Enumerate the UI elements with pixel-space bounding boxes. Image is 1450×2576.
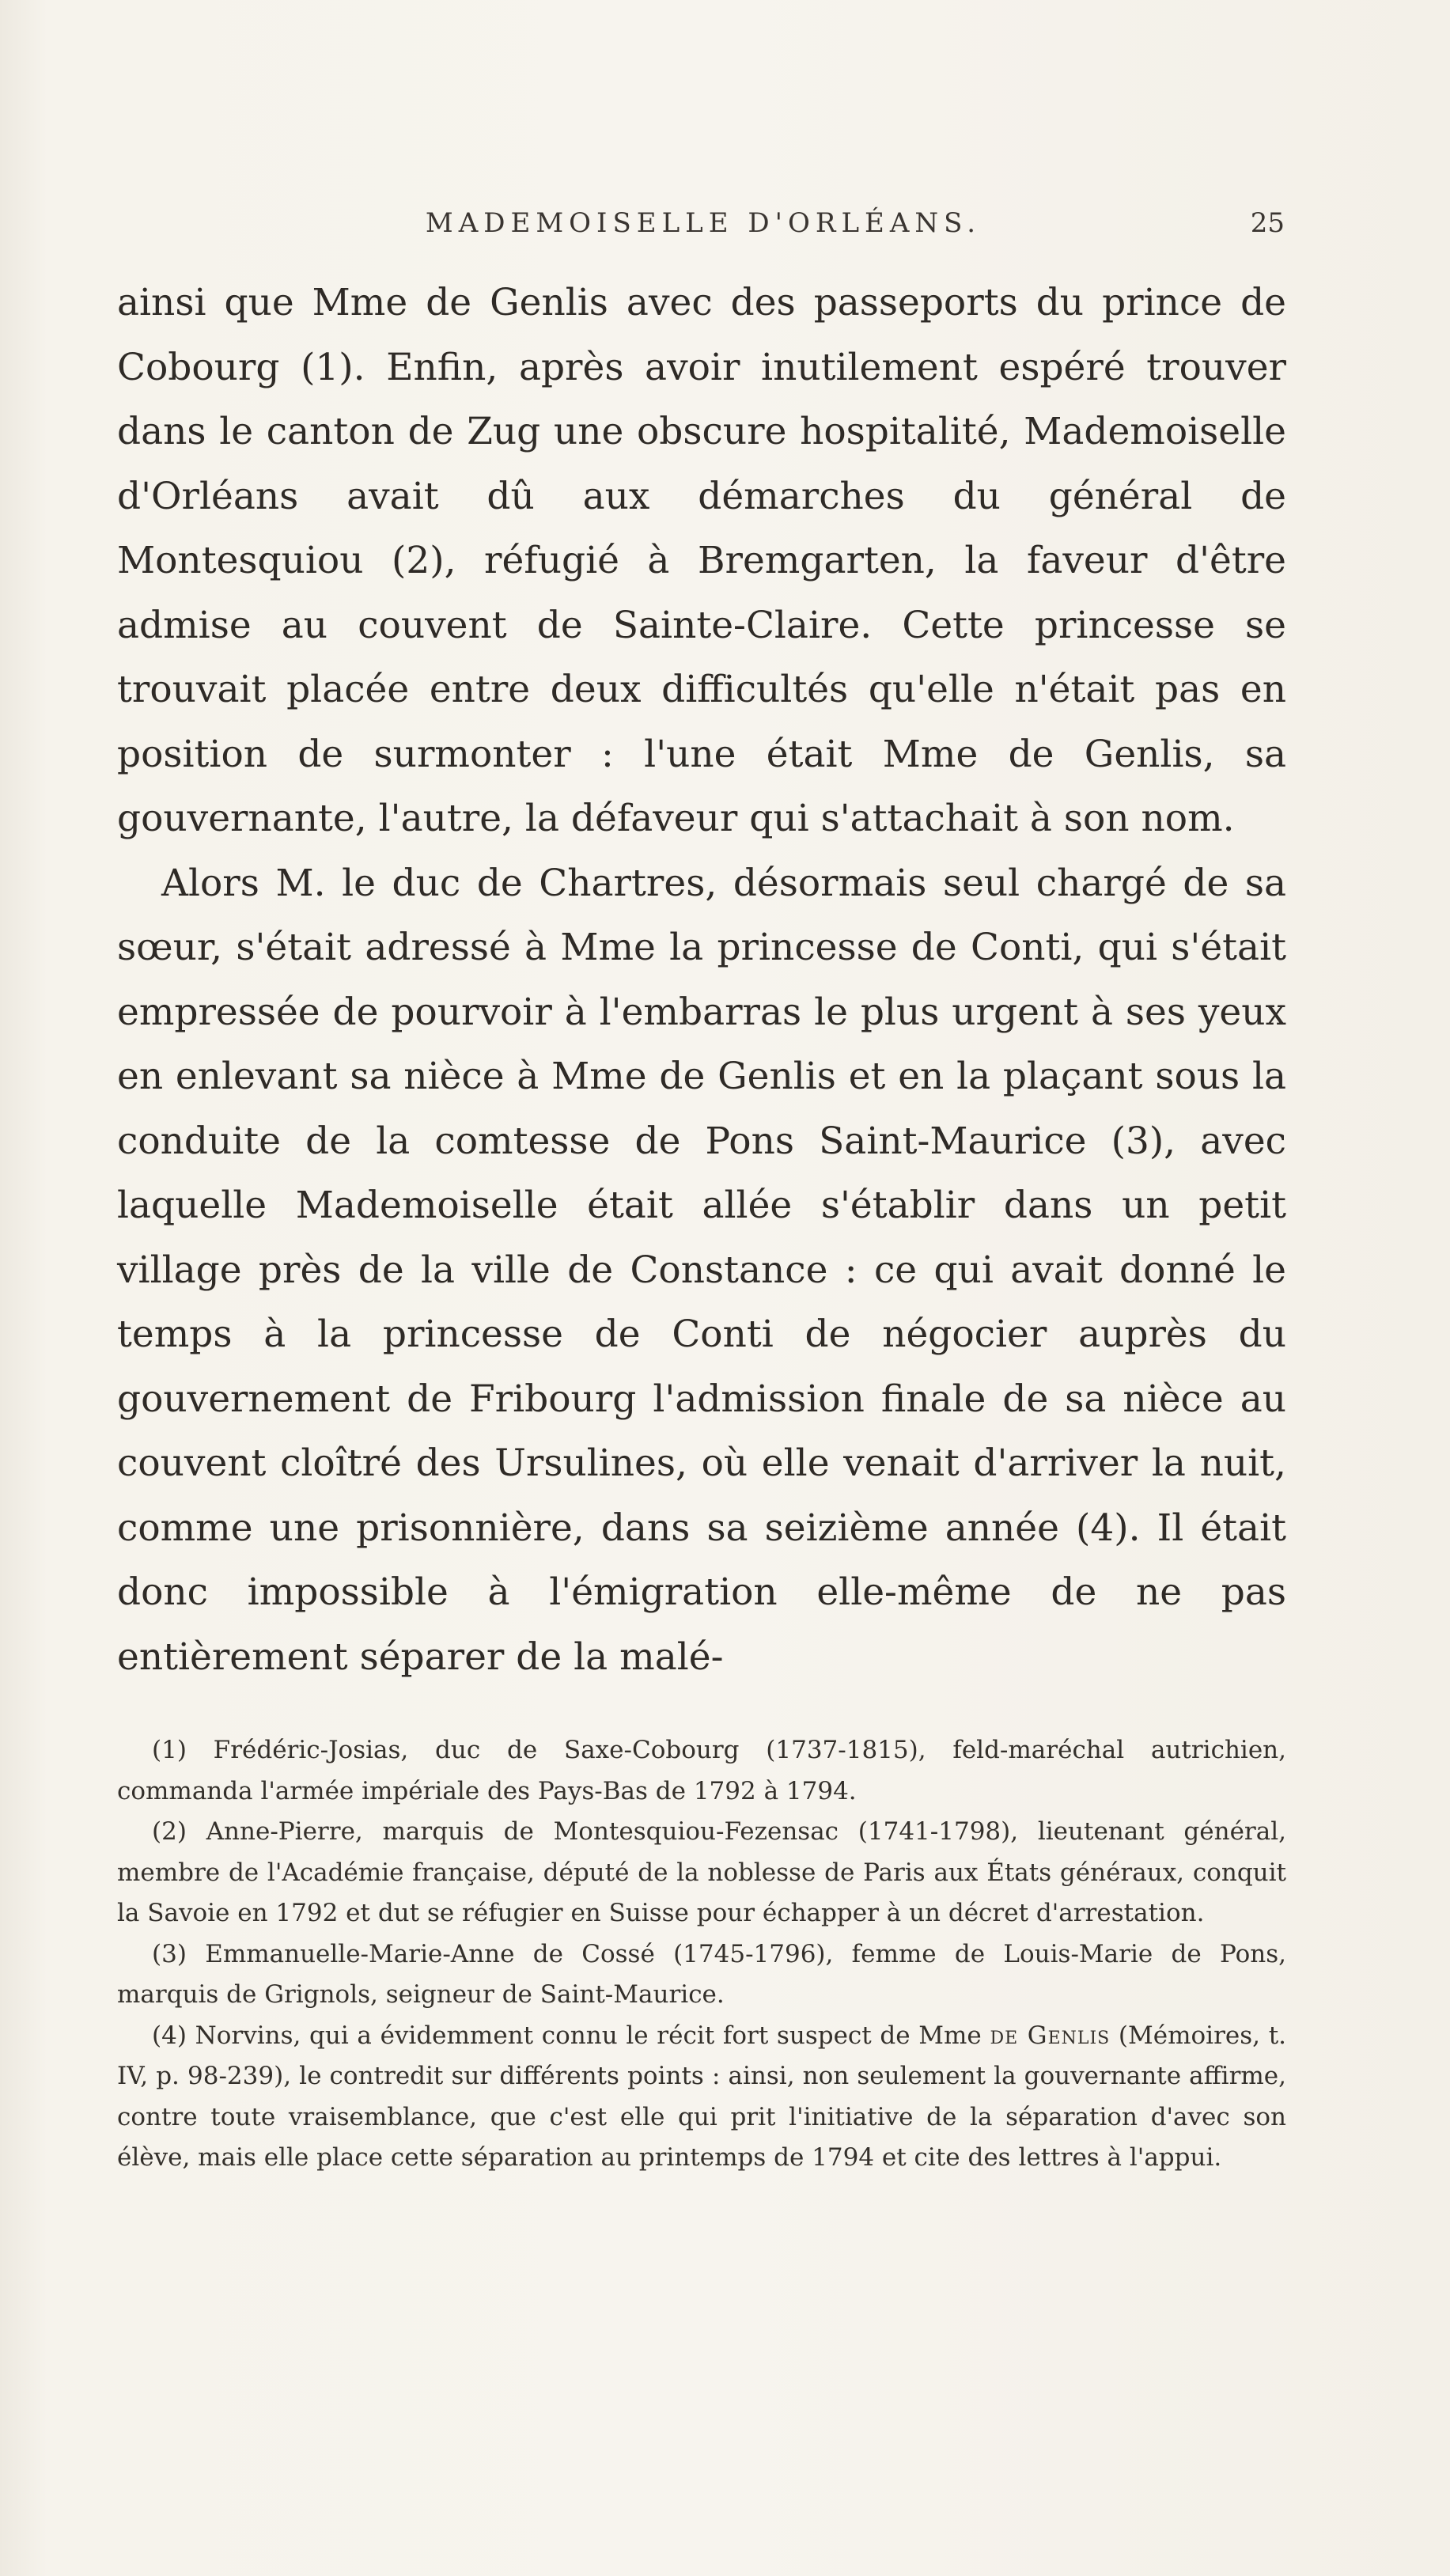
paragraph-1: ainsi que Mme de Genlis avec des passeports du prince de Cobourg (1). Enfin, après avoir inutilement espéré trouver dans le canton de Zug une obscure hospitalité, Mademoiselle d'Orléans avait dû aux démarches du général de Montesquiou (2), réfugié à Bremgarten, la faveur d'être admise au couvent de Sainte-Claire. Cette princesse se trouvait placée entre deux difficultés qu'elle n'était pas en position de surmonter : l'une était Mme de Genlis, sa gouvernante, l'autre, la défaveur qui s'attachait à son nom. <box>117 281 1286 840</box>
footnote-4-rest: (Mémoires, t. IV, p. 98-239), le contredit sur différents points : ainsi, non seulement la gouvernante affirme, contre toute vraisemblance, que c'est elle qui prit l'initiative de la séparation d'avec son élève, mais elle place cette séparation au printemps de 1794 et cite des lettres à l'appui. <box>117 2021 1287 2172</box>
footnote-4 <box>117 2016 1286 2179</box>
footnotes <box>117 1730 1286 2179</box>
running-title: MADEMOISELLE D'ORLÉANS. <box>425 207 982 239</box>
paragraph-2: Alors M. le duc de Chartres, désormais seul chargé de sa sœur, s'était adressé à Mme la princesse de Conti, qui s'était empressée de pourvoir à l'embarras le plus urgent à ses yeux en enlevant sa nièce à Mme de Genlis et en la plaçant sous la conduite de la comtesse de Pons Saint-Maurice (3), avec laquelle Mademoiselle était allée s'établir dans un petit village près de la ville de Constance : ce qui avait donné le temps à la princesse de Conti de négocier auprès du gouvernement de Fribourg l'admission finale de sa nièce au couvent cloîtré des Ursulines, où elle venait d'arriver la nuit, comme une prisonnière, dans sa seizième année (4). Il était donc impossible à l'émigration elle-même de ne pas entièrement séparer de la malé- <box>117 861 1286 1679</box>
page-number: 25 <box>1250 207 1285 239</box>
footnote-4-start: (4) Norvins, qui a évidemment connu le récit fort suspect de Mme <box>152 2021 990 2050</box>
footnote-2: (2) Anne-Pierre, marquis de Montesquiou-Fezensac (1741-1798), lieutenant général, membre de l'Académie française, député de la noblesse de Paris aux États généraux, conquit la Savoie en 1792 et dut se réfugier en Suisse pour échapper à un décret d'arrestation. <box>117 1817 1286 1927</box>
page-header <box>122 207 1285 247</box>
main-text <box>117 271 1286 1689</box>
footnote-4-author: de Genlis <box>990 2021 1111 2050</box>
footnote-1: (1) Frédéric-Josias, duc de Saxe-Cobourg (1737-1815), feld-maréchal autrichien, commanda l'armée impériale des Pays-Bas de 1792 à 1794. <box>117 1736 1286 1805</box>
footnote-3: (3) Emmanuelle-Marie-Anne de Cossé (1745-1796), femme de Louis-Marie de Pons, marquis de Grignols, seigneur de Saint-Maurice. <box>117 1939 1286 2009</box>
